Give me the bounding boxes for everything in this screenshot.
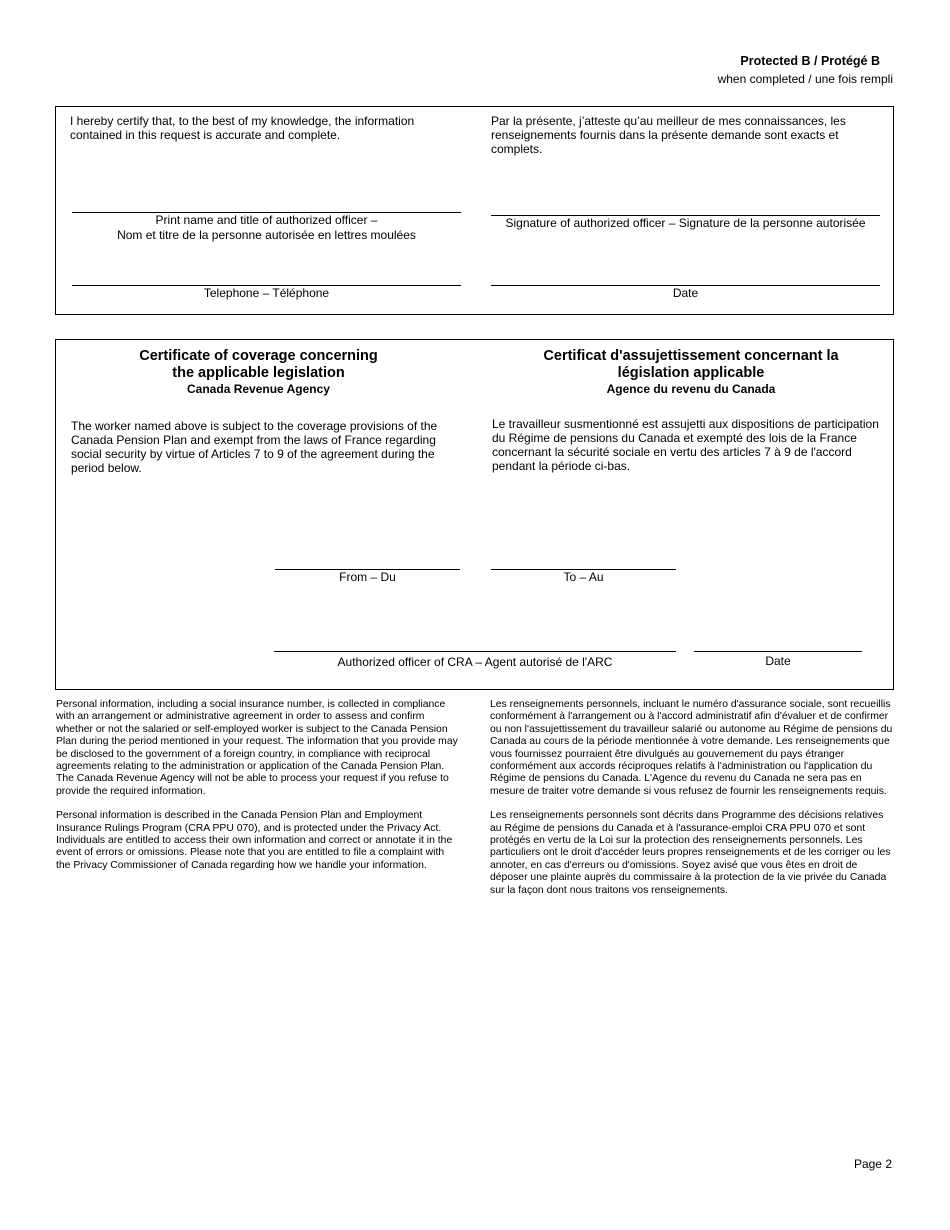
coverage-date-caption: Date [765, 654, 791, 668]
protected-label: Protected B / Protégé B [740, 54, 880, 68]
coverage-title-fr-line2: législation applicable [617, 365, 765, 381]
privacy-en-paragraph-2: Personal information is described in the Canada Pension Plan and Employment Insurance Rulings Program (CRA PPU 070), and is protected under the Privacy Act. Individuals are entitled to access their own information and correct or annotate it in the event of errors or omissions. Please note that you are entitled to file a complaint with the Privacy Commissioner of Canada regarding how we handle your information. [56, 810, 453, 871]
certification-date-caption: Date [672, 286, 699, 300]
coverage-title-en-line1: Certificate of coverage concerning [139, 348, 378, 364]
cra-officer-caption: Authorized officer of CRA – Agent autorisé de l'ARC [337, 655, 613, 669]
coverage-title-en [72, 348, 445, 382]
agency-name-en: Canada Revenue Agency [187, 382, 330, 396]
coverage-title-en-line2: the applicable legislation [172, 365, 345, 381]
coverage-title-fr-line1: Certificat d'assujettissement concernant la [543, 348, 839, 364]
name-title-caption-line1: Print name and title of authorized officer – [155, 213, 378, 227]
agency-name-fr: Agence du revenu du Canada [606, 382, 776, 396]
privacy-fr-paragraph-1: Les renseignements personnels, incluant le numéro d'assurance sociale, sont recueillis conformément à l'arrangement ou à l'accord administratif afin d'évaluer et de confirmer ou non l'assujettissement du travailleur salarié ou autonome au Régime de pensions du Canada au cours de la période mentionnée à votre demande. Les renseignements que vous fournissez pourraient être divulgués au gouvernement du pays étranger conformément aux accords réciproques relatifs à l'administration ou l'application du Régime de pensions du Canada. L'Agence du revenu du Canada ne sera pas en mesure de traiter votre demande si vous refusez de fournir les renseignements requis. [490, 699, 893, 797]
to-caption: To – Au [563, 570, 604, 584]
coverage-body-en: The worker named above is subject to the coverage provisions of the Canada Pension Plan and exempt from the laws of France regarding social security by virtue of Articles 7 to 9 of the agreement during the period below. [71, 419, 438, 475]
signature-caption: Signature of authorized officer – Signature de la personne autorisée [505, 216, 866, 230]
coverage-title-fr [491, 348, 891, 382]
certification-text-fr: Par la présente, j’atteste qu’au meilleur de mes connaissances, les renseignements fournis dans la présente demande sont exacts et complets. [491, 114, 846, 156]
privacy-en-paragraph-1: Personal information, including a social insurance number, is collected in compliance with an arrangement or administrative agreement in order to assess and confirm whether or not the salaried or self-employed worker is subject to the Canada Pension Plan during the period mentioned in your request. The information that you provide may be disclosed to the government of a foreign country, in compliance with reciprocal agreements relating to the administration or application of the Canada Pension Plan. The Canada Revenue Agency will not be able to process your request if you refuse to provide the required information. [56, 699, 458, 797]
coverage-date-field[interactable] [694, 651, 862, 652]
when-completed-label: when completed / une fois rempli [717, 72, 893, 86]
privacy-fr-paragraph-2: Les renseignements personnels sont décrits dans Programme des décisions relatives au Régime de pensions du Canada et à l'assurance-emploi CRA PPU 070 et sont protégés en vertu de la Loi sur la protection des renseignements personnels. Les particuliers ont le droit d'accéder leurs propres renseignements et de les corriger ou les annoter, en cas d'erreurs ou d'omissions. Soyez avisé que vous êtes en droit de déposer une plainte auprès du commissaire à la protection de la vie privée du Canada sur la façon dont nous traitons vos renseignements. [490, 810, 891, 896]
certification-text-en: I hereby certify that, to the best of my knowledge, the information contained in this request is accurate and complete. [70, 114, 415, 142]
telephone-caption: Telephone – Téléphone [203, 286, 330, 300]
privacy-statement-en [56, 699, 461, 884]
page-number: Page 2 [853, 1157, 892, 1171]
name-title-caption-line2: Nom et titre de la personne autorisée en lettres moulées [117, 228, 416, 242]
privacy-statement-fr [490, 699, 895, 909]
from-caption: From – Du [339, 570, 396, 584]
cra-officer-field[interactable] [274, 651, 676, 652]
name-title-caption [72, 213, 461, 243]
certification-box [55, 106, 894, 315]
coverage-body-fr: Le travailleur susmentionné est assujetti aux dispositions de participation du Régime de pensions du Canada et exempté des lois de la France concernant la sécurité sociale en vertu des articles 7 à 9 de l'accord pendant la période ci-bas. [492, 417, 879, 473]
coverage-certificate-box [55, 339, 894, 690]
